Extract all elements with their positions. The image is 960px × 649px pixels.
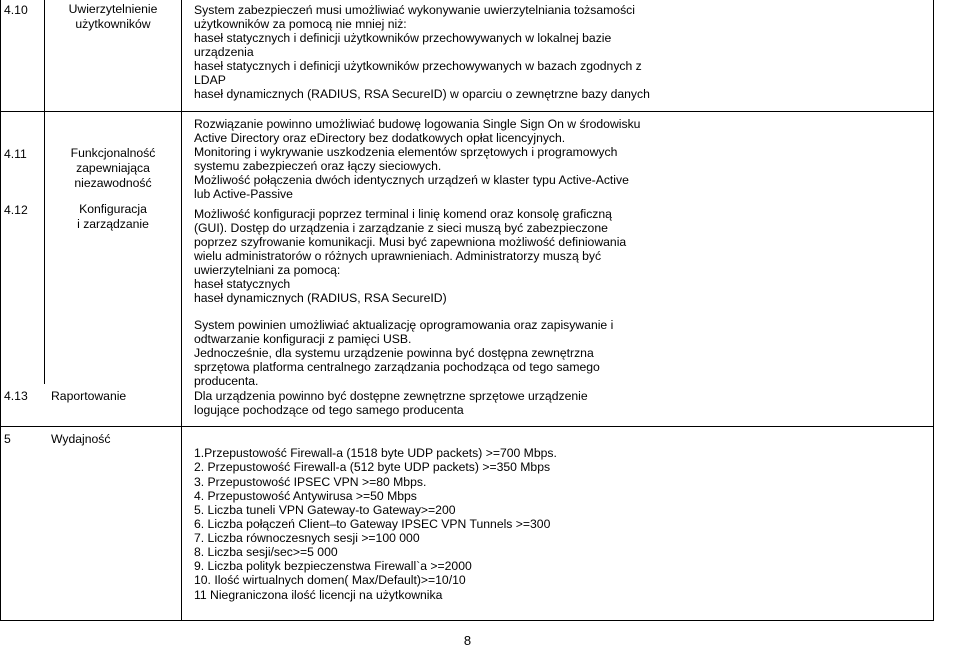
content-line: 3. Przepustowość IPSEC VPN >=80 Mbps. (194, 475, 427, 489)
content-line: 7. Liczba równoczesnych sesji >=100 000 (194, 531, 420, 545)
column-divider-label (181, 0, 182, 621)
content-line: 5. Liczba tuneli VPN Gateway-to Gateway>=200 (194, 503, 456, 517)
content-line: wielu administratorów o różnych uprawnieniach. Administratorzy muszą być (194, 249, 602, 263)
row-divider-4-10 (0, 111, 934, 112)
content-line: System powinien umożliwiać aktualizację oprogramowania oraz zapisywanie i (194, 318, 614, 332)
content-line: uwierzytelniani za pomocą: (194, 263, 341, 277)
row-number: 4.13 (4, 389, 28, 403)
row-divider-4-13 (0, 426, 934, 427)
row-label-wydajnosc: Wydajność (51, 432, 111, 446)
content-line: użytkowników za pomocą nie mniej niż: (194, 17, 407, 31)
content-line: odtwarzanie konfiguracji z pamięci USB. (194, 332, 412, 346)
content-line: Możliwość konfiguracji poprzez terminal i linię komend oraz konsolę graficzną (194, 207, 612, 221)
table-bottom-border (0, 620, 934, 621)
content-line: LDAP (194, 73, 226, 87)
table-right-border (933, 0, 934, 621)
content-line: 8. Liczba sesji/sec>=5 000 (194, 545, 338, 559)
content-line: 10. Ilość wirtualnych domen( Max/Default)>=10/10 (194, 573, 466, 587)
table-left-border (0, 0, 1, 621)
content-line: 11 Niegraniczona ilość licencji na użytkownika (194, 588, 443, 602)
content-line: 6. Liczba połączeń Client–to Gateway IPSEC VPN Tunnels >=300 (194, 517, 551, 531)
content-line: System zabezpieczeń musi umożliwiać wykonywanie uwierzytelniania tożsamości (194, 3, 635, 17)
content-line: (GUI). Dostęp do urządzenia i zarządzanie z sieci muszą być zabezpieczone (194, 221, 608, 235)
content-line: poprzez szyfrowanie komunikacji. Musi być zapewniona możliwość definiowania (194, 235, 627, 249)
content-line: 4. Przepustowość Antywirusa >=50 Mbps (194, 489, 417, 503)
content-line: Monitoring i wykrywanie uszkodzenia elementów sprzętowych i programowych (194, 145, 618, 159)
content-line: haseł statycznych i definicji użytkowników przechowywanych w lokalnej bazie (194, 31, 612, 45)
content-line: lub Active-Passive (194, 187, 293, 201)
page-number: 8 (463, 633, 472, 648)
row-number: 4.11 (4, 147, 27, 161)
content-line: haseł statycznych i definicji użytkowników przechowywanych w bazach zgodnych z (194, 59, 642, 73)
content-line: Rozwiązanie powinno umożliwiać budowę logowania Single Sign On w środowisku (194, 117, 641, 131)
content-line: Jednocześnie, dla systemu urządzenie powinna być dostępna zewnętrzna (194, 346, 594, 360)
content-line: haseł dynamicznych (RADIUS, RSA SecureID) (194, 291, 447, 305)
content-line: sprzętowa platforma centralnego zarządzania pochodząca od tego samego (194, 360, 600, 374)
content-line: haseł statycznych (194, 277, 291, 291)
content-line: Active Directory oraz eDirectory bez dodatkowych opłat licencyjnych. (194, 131, 566, 145)
row-number: 4.10 (4, 3, 28, 17)
row-label-raportowanie: Raportowanie (51, 389, 127, 403)
content-line: 2. Przepustowość Firewall-a (512 byte UDP packets) >=350 Mbps (194, 460, 551, 474)
content-line: Możliwość połączenia dwóch identycznych urządzeń w klaster typu Active-Active (194, 173, 629, 187)
row-number: 4.12 (4, 203, 28, 217)
row-label-konfiguracja: Konfiguracja i zarządzanie (77, 202, 149, 231)
row-number: 5 (4, 432, 11, 446)
content-line: systemu zabezpieczeń oraz łączy sieciowych. (194, 159, 442, 173)
content-line: Dla urządzenia powinno być dostępne zewnętrzne sprzętowe urządzenie (194, 389, 588, 403)
content-line: 9. Liczba polityk bezpieczenstwa Firewall`a >=2000 (194, 559, 472, 573)
content-line: logujące pochodzące od tego samego producenta (194, 403, 464, 417)
column-divider-number (44, 0, 45, 384)
content-line: 1.Przepustowość Firewall-a (1518 byte UDP packets) >=700 Mbps. (194, 446, 557, 460)
content-line: producenta. (194, 374, 259, 388)
content-line: urządzenia (194, 45, 254, 59)
row-label-uwierzytelnienie: Uwierzytelnienie użytkowników (68, 2, 158, 31)
content-line: haseł dynamicznych (RADIUS, RSA SecureID) w oparciu o zewnętrzne bazy danych (194, 87, 650, 101)
row-label-funkcjonalnosc: Funkcjonalność zapewniająca niezawodność (70, 146, 156, 190)
